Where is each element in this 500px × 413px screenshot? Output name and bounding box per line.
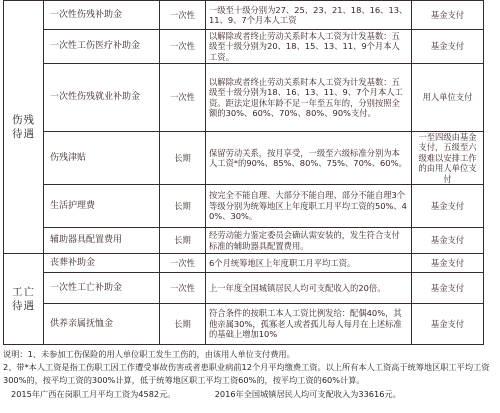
- item-amount: 按完全不能自理、大部分不能自理、部分不能自理3个等级分别为统筹地区上年度职工月平均工资的50%、40%、30%。: [206, 185, 412, 228]
- item-type: 长期: [160, 228, 206, 254]
- item-type: 长期: [160, 304, 206, 345]
- item-payer: 基金支付: [412, 304, 484, 345]
- item-type: 一次性: [160, 1, 206, 30]
- item-amount: 一级至十级分别为27、25、23、21、18、16、13、11、9、7个月本人工资: [206, 1, 412, 30]
- item-payer: 基金支付: [412, 254, 484, 273]
- item-payer: 基金支付: [412, 228, 484, 254]
- category-disability: 伤残 待遇: [4, 1, 44, 254]
- item-amount: 符合条件的按职工本人工资比例发给：配偶40%，其他亲属30%，孤寡老人或者孤儿每人每月在上述标准的基础上增加10%: [206, 304, 412, 345]
- item-amount: 以解除或者终止劳动关系时本人工资为计发基数：五级至十级分别为18、16、13、11、9、7个月本人工资。距法定退休年龄不足一年至五年的，分别按照全额的30%、60%、70%、80%、90%支付。: [206, 64, 412, 132]
- table-row: [4, 1, 484, 30]
- table-row: [4, 304, 484, 345]
- table-row: [4, 132, 484, 185]
- item-name: 供养亲属抚恤金: [44, 304, 160, 345]
- item-type: 长期: [160, 132, 206, 185]
- item-name: 一次性伤残补助金: [44, 1, 160, 30]
- item-type: 长期: [160, 185, 206, 228]
- item-payer: 基金支付: [412, 1, 484, 30]
- footnote-income: 2016年全国城镇居民人均可支配收入为33616元。: [214, 388, 401, 399]
- item-name: 一次性工伤医疗补助金: [44, 30, 160, 64]
- table-row: [4, 185, 484, 228]
- item-payer: 用人单位支付: [412, 64, 484, 132]
- item-payer: 一至四级由基金支付，五级至六级难以安排工作的由用人单位支付: [412, 132, 484, 185]
- benefits-table: [3, 0, 484, 345]
- item-payer: 基金支付: [412, 273, 484, 304]
- category-death: 工亡 待遇: [4, 254, 44, 345]
- item-amount: 经劳动能力鉴定委员会确认需安装的，发生符合支付标准的辅助器具配置费用。: [206, 228, 412, 254]
- table-row: [4, 64, 484, 132]
- item-name: 伤残津贴: [44, 132, 160, 185]
- item-name: 生活护理费: [44, 185, 160, 228]
- item-type: 一次性: [160, 64, 206, 132]
- item-payer: 基金支付: [412, 185, 484, 228]
- item-amount: 上一年度全国城镇居民人均可支配收入的20倍。: [206, 273, 412, 304]
- item-amount: 以解除或者终止劳动关系时本人工资为计发基数：五级至十级分别为20、18、15、13、11、9个月本人工资。: [206, 30, 412, 64]
- item-type: 一次性: [160, 273, 206, 304]
- footnote-averages: [3, 388, 497, 401]
- item-amount: 6个月统筹地区上年度职工月平均工资。: [206, 254, 412, 273]
- item-name: 辅助器具配置费用: [44, 228, 160, 254]
- table-row: [4, 228, 484, 254]
- table-row: [4, 30, 484, 64]
- table-row: [4, 254, 484, 273]
- note-1: 说明：1、未参加工伤保险的用人单位职工发生工伤的，由该用人单位支付费用。: [3, 349, 295, 359]
- note-2: 2、带*本人工资是指工伤职工因工作遭受事故伤害或者患职业病前12个月平均缴费工资。以上所有本人工资高于统筹地区职工平均工资300%的，按平均工资的300%计算，低于统筹地区职工平均工资60%的，按平均工资的60%计算。: [3, 362, 490, 386]
- item-name: 一次性工亡补助金: [44, 273, 160, 304]
- notes-section: [3, 348, 497, 401]
- table-row: [4, 273, 484, 304]
- item-type: 一次性: [160, 30, 206, 64]
- item-name: 一次性伤残就业补助金: [44, 64, 160, 132]
- item-payer: 基金支付: [412, 30, 484, 64]
- item-name: 丧葬补助金: [44, 254, 160, 273]
- footnote-wage: 2015年广西在岗职工月平均工资为4582元。: [11, 388, 176, 399]
- item-type: 一次性: [160, 254, 206, 273]
- item-amount: 保留劳动关系，按月享受，一级至六级标准分别为本人工资*的90%、85%、80%、75%、70%、60%。: [206, 132, 412, 185]
